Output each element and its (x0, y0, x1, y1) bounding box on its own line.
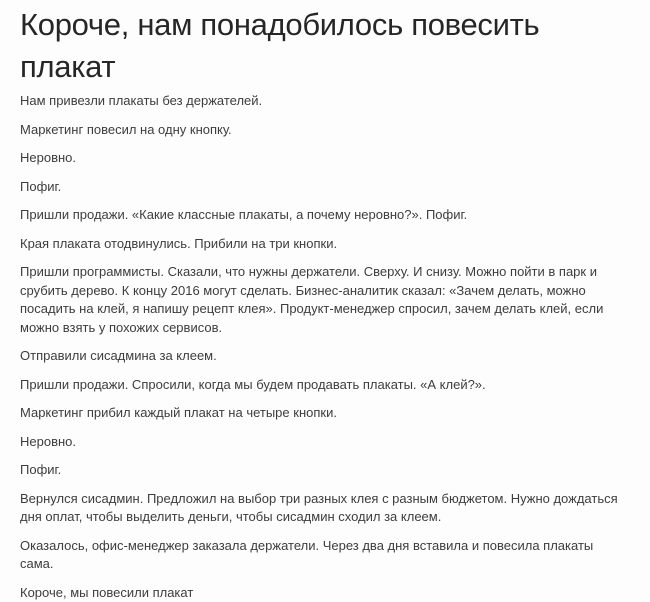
article-paragraph: Пофиг. (20, 461, 630, 480)
article-title: Короче, нам понадобилось повесить плакат (20, 4, 610, 88)
article-paragraph: Края плаката отодвинулись. Прибили на три кнопки. (20, 235, 630, 254)
article-paragraph: Неровно. (20, 433, 630, 452)
article-paragraph: Вернулся сисадмин. Предложил на выбор три разных клея с разным бюджетом. Нужно дождаться дня оплат, чтобы выделить деньги, чтобы сисадмин сходил за клеем. (20, 490, 630, 527)
article-paragraph: Оказалось, офис-менеджер заказала держатели. Через два дня вставила и повесила плакаты сама. (20, 537, 630, 574)
article-paragraph: Короче, мы повесили плакат (20, 584, 630, 602)
article-paragraph: Пришли продажи. «Какие классные плакаты, а почему неровно?». Пофиг. (20, 206, 630, 225)
article-paragraph: Пришли продажи. Спросили, когда мы будем продавать плакаты. «А клей?». (20, 376, 630, 395)
article-paragraph: Маркетинг повесил на одну кнопку. (20, 121, 630, 140)
article-paragraph: Пришли программисты. Сказали, что нужны держатели. Сверху. И снизу. Можно пойти в парк и срубить дерево. К концу 2016 могут сделать. Бизнес-аналитик сказал: «Зачем делать, можно посадить на клей, я напишу рецепт клея». Продукт-менеджер спросил, зачем делать клей, если можно взять у похожих сервисов. (20, 263, 630, 337)
article-paragraph: Неровно. (20, 149, 630, 168)
article-paragraph: Отправили сисадмина за клеем. (20, 347, 630, 366)
article-paragraph: Нам привезли плакаты без держателей. (20, 92, 630, 111)
article-paragraph: Пофиг. (20, 178, 630, 197)
article-paragraph: Маркетинг прибил каждый плакат на четыре кнопки. (20, 404, 630, 423)
